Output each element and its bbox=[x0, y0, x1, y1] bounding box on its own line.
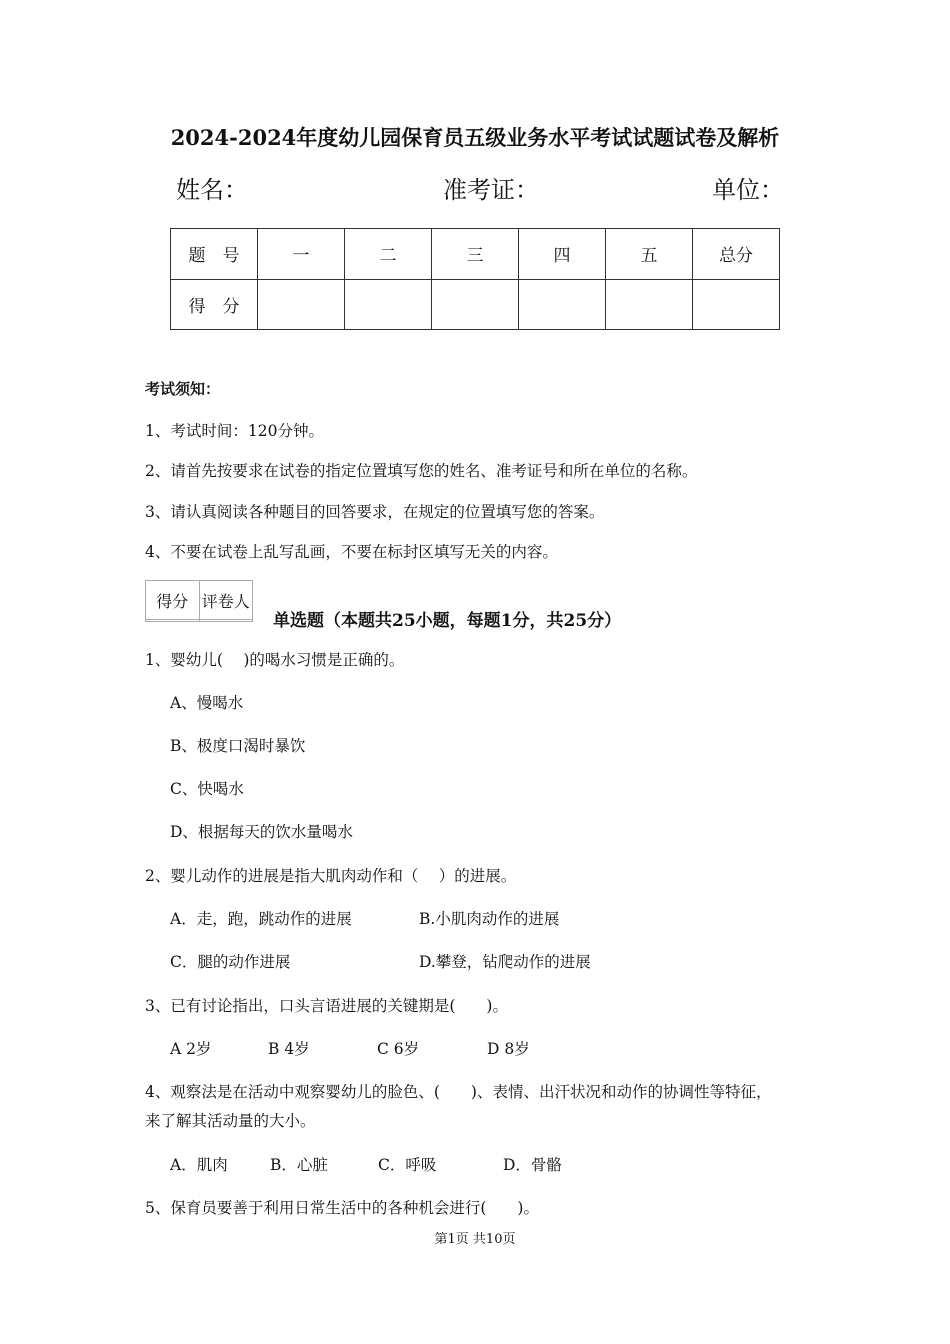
score-input-cell[interactable] bbox=[606, 279, 693, 330]
grader-box bbox=[145, 580, 253, 622]
unit-field-label: 单位： bbox=[712, 176, 784, 204]
notice-item: 4、不要在试卷上乱写乱画，不要在标封区填写无关的内容。 bbox=[145, 543, 558, 561]
grader-score-label: 得分 bbox=[146, 581, 200, 620]
notice-item: 3、请认真阅读各种题目的回答要求，在规定的位置填写您的答案。 bbox=[145, 503, 605, 521]
grader-reviewer-cell[interactable] bbox=[199, 620, 253, 622]
score-input-cell[interactable] bbox=[258, 279, 345, 330]
score-table-cell: 三 bbox=[432, 229, 519, 280]
score-table-cell: 题 号 bbox=[171, 229, 258, 280]
score-table bbox=[170, 228, 780, 330]
score-table-score-row bbox=[171, 279, 780, 330]
score-table-cell: 一 bbox=[258, 229, 345, 280]
answer-option[interactable]: C．腿的动作进展 bbox=[170, 953, 291, 971]
question-stem: 1、婴幼儿( )的喝水习惯是正确的。 bbox=[145, 651, 405, 669]
exam-title: 2024-2024年度幼儿园保育员五级业务水平考试试题试卷及解析 bbox=[170, 125, 780, 150]
answer-option[interactable]: D、根据每天的饮水量喝水 bbox=[170, 823, 353, 841]
score-table-cell: 总分 bbox=[693, 229, 780, 280]
score-table-header-row bbox=[171, 229, 780, 280]
answer-option[interactable]: D 8岁 bbox=[487, 1040, 530, 1058]
exam-id-field-label: 准考证： bbox=[443, 176, 539, 204]
section-title: 单选题（本题共25小题，每题1分，共25分） bbox=[273, 611, 622, 631]
notice-item: 2、请首先按要求在试卷的指定位置填写您的姓名、准考证号和所在单位的名称。 bbox=[145, 462, 698, 480]
answer-option[interactable]: A、慢喝水 bbox=[170, 694, 244, 712]
score-table-cell: 五 bbox=[606, 229, 693, 280]
answer-option[interactable]: B．心脏 bbox=[270, 1156, 328, 1174]
answer-option[interactable]: C 6岁 bbox=[377, 1040, 420, 1058]
answer-option[interactable]: B.小肌肉动作的进展 bbox=[419, 910, 560, 928]
score-input-cell[interactable] bbox=[345, 279, 432, 330]
grader-score-cell[interactable] bbox=[146, 620, 200, 622]
question-stem: 4、观察法是在活动中观察婴幼儿的脸色、( )、表情、出汗状况和动作的协调性等特征， bbox=[145, 1083, 772, 1101]
question-stem: 3、已有讨论指出，口头言语进展的关键期是( )。 bbox=[145, 997, 508, 1015]
answer-option[interactable]: B 4岁 bbox=[268, 1040, 310, 1058]
grader-reviewer-label: 评卷人 bbox=[199, 581, 253, 620]
score-row-label: 得 分 bbox=[171, 279, 258, 330]
question-stem: 2、婴儿动作的进展是指大肌肉动作和（ ）的进展。 bbox=[145, 867, 517, 885]
question-stem: 5、保育员要善于利用日常生活中的各种机会进行( )。 bbox=[145, 1199, 539, 1217]
score-input-cell[interactable] bbox=[519, 279, 606, 330]
answer-option[interactable]: D．骨骼 bbox=[503, 1156, 562, 1174]
notice-item: 1、考试时间：120分钟。 bbox=[145, 422, 324, 440]
answer-option[interactable]: C．呼吸 bbox=[378, 1156, 437, 1174]
answer-option[interactable]: A．肌肉 bbox=[170, 1156, 228, 1174]
question-stem-continued: 来了解其活动量的大小。 bbox=[145, 1112, 316, 1130]
answer-option[interactable]: D.攀登，钻爬动作的进展 bbox=[419, 953, 591, 971]
score-table-cell: 四 bbox=[519, 229, 606, 280]
answer-option[interactable]: A 2岁 bbox=[170, 1040, 212, 1058]
page-footer: 第1页 共10页 bbox=[434, 1232, 516, 1247]
score-input-cell[interactable] bbox=[432, 279, 519, 330]
name-field-label: 姓名： bbox=[176, 176, 248, 204]
answer-option[interactable]: B、极度口渴时暴饮 bbox=[170, 737, 306, 755]
answer-option[interactable]: A．走，跑，跳动作的进展 bbox=[170, 910, 352, 928]
score-input-cell[interactable] bbox=[693, 279, 780, 330]
notice-title: 考试须知： bbox=[145, 380, 221, 398]
score-table-cell: 二 bbox=[345, 229, 432, 280]
answer-option[interactable]: C、快喝水 bbox=[170, 780, 244, 798]
